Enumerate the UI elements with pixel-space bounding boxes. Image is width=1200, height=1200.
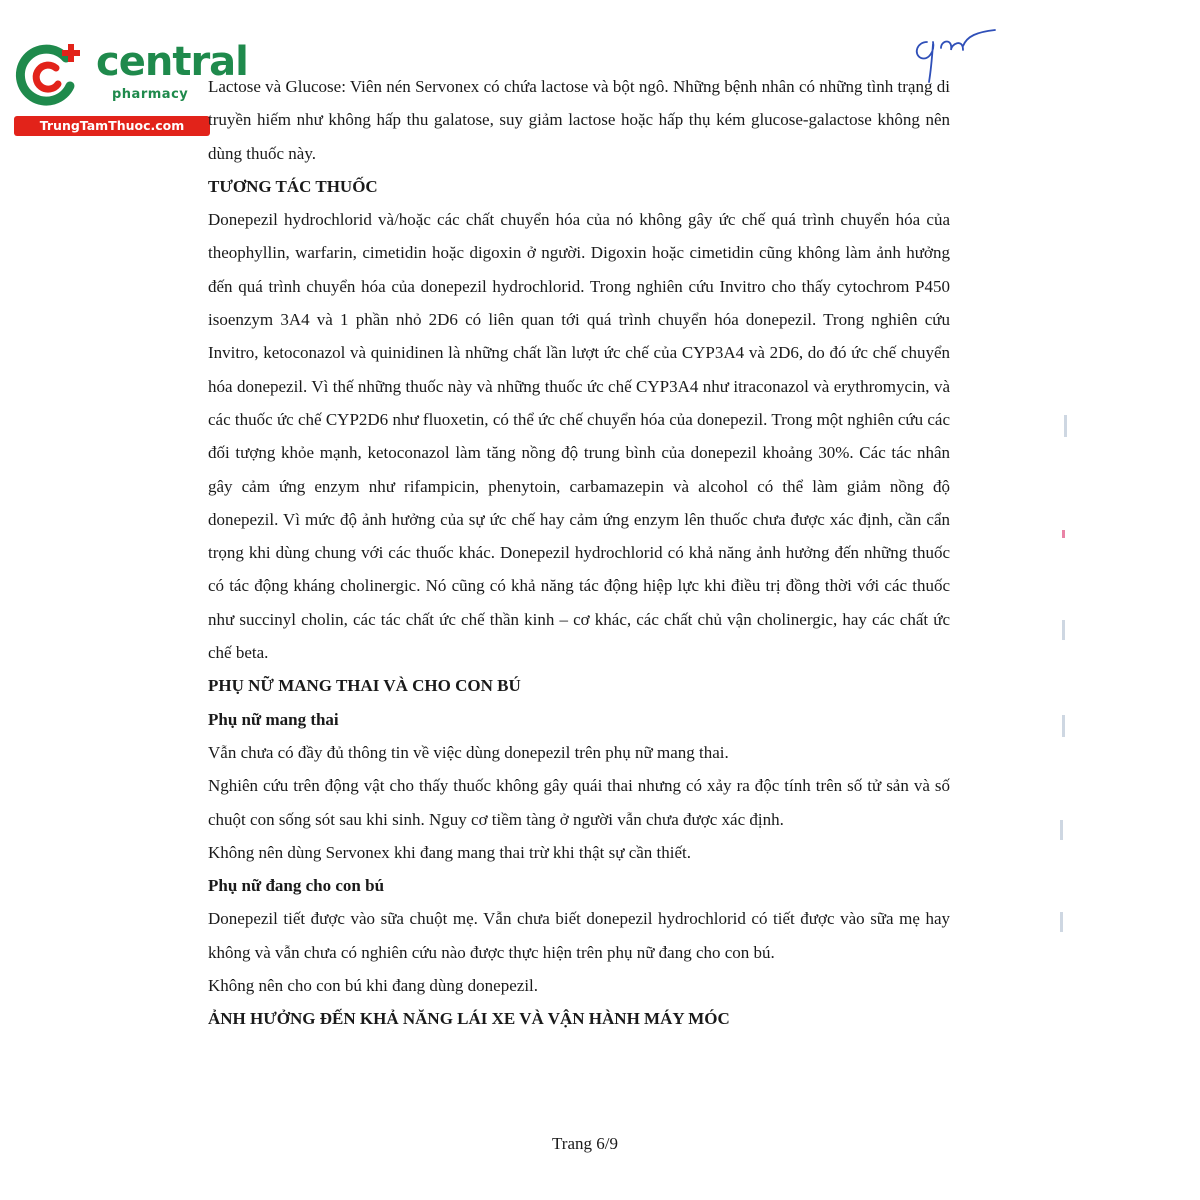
paragraph: Vẫn chưa có đầy đủ thông tin về việc dùng donepezil trên phụ nữ mang thai. bbox=[208, 742, 729, 762]
paragraph: Không nên dùng Servonex khi đang mang thai trừ khi thật sự cần thiết. bbox=[208, 842, 692, 862]
page-number: Trang 6/9 bbox=[552, 1134, 618, 1153]
paragraph: Nghiên cứu trên động vật cho thấy thuốc không gây quái thai nhưng có xảy ra độc tính trên số tử sản và số chuột con sống sót sau khi sinh. Nguy cơ tiềm tàng ở người vẫn chưa được xác định. bbox=[208, 776, 950, 829]
logo-name: central bbox=[96, 39, 248, 85]
logo-subtitle: pharmacy bbox=[112, 87, 189, 102]
section-subheading: Phụ nữ mang thai bbox=[208, 709, 339, 729]
logo-banner: TrungTamThuoc.com bbox=[14, 116, 210, 136]
section-subheading: Phụ nữ đang cho con bú bbox=[208, 876, 385, 896]
section-heading: ẢNH HƯỞNG ĐẾN KHẢ NĂNG LÁI XE VÀ VẬN HÀNH MÁY MÓC bbox=[208, 1009, 730, 1029]
paragraph: Donepezil hydrochlorid và/hoặc các chất chuyển hóa của nó không gây ức chế quá trình chuyển hóa của theophyllin, warfarin, cimetidin hoặc digoxin ở người. Digoxin hoặc cimetidin cũng không làm ảnh hưởng đến quá trình chuyển hóa của donepezil hydrochlorid. Trong nghiên cứu Invitro cho thấy cytochrom P450 isoenzym 3A4 và 1 phần nhỏ 2D6 có liên quan tới quá trình chuyển hóa donepezil. Trong nghiên cứu Invitro, ketoconazol và quinidinen là những chất lần lượt ức chế của CYP3A4 và 2D6, do đó ức chế chuyển hóa donepezil. Vì thế những thuốc này và những thuốc ức chế CYP3A4 như itraconazol và erythromycin, và các thuốc ức chế CYP2D6 như fluoxetin, có thể ức chế chuyển hóa của donepezil. Trong một nghiên cứu các đối tượng khỏe mạnh, ketoconazol làm tăng nồng độ trung bình của donepezil khoảng 30%. Các tác nhân gây cảm ứng enzym như rifampicin, phenytoin, carbamazepin và alcohol có thể làm giảm nồng độ donepezil. Vì mức độ ảnh hưởng của sự ức chế hay cảm ứng enzym lên thuốc chưa được xác định, cần cẩn trọng khi dùng chung với các thuốc khác. Donepezil hydrochlorid có khả năng ảnh hưởng đến những thuốc có tác động kháng cholinergic. Nó cũng có khả năng tác động hiệp lực khi điều trị đồng thời với các thuốc như succinyl cholin, các tác chất ức chế thần kinh – cơ khác, các chất chủ vận cholinergic, hay các chất ức chế beta. bbox=[208, 210, 950, 663]
paragraph: Donepezil tiết được vào sữa chuột mẹ. Vẫn chưa biết donepezil hydrochlorid có tiết được vào sữa mẹ hay không và vẫn chưa có nghiên cứu nào được thực hiện trên phụ nữ đang cho con bú. bbox=[208, 909, 950, 962]
document-body bbox=[208, 70, 950, 1036]
section-heading: TƯƠNG TÁC THUỐC bbox=[208, 176, 378, 196]
central-pharmacy-logo bbox=[8, 34, 248, 134]
section-heading: PHỤ NỮ MANG THAI VÀ CHO CON BÚ bbox=[208, 676, 521, 696]
central-pharmacy-logo-icon bbox=[12, 38, 88, 114]
paragraph: Lactose và Glucose: Viên nén Servonex có chứa lactose và bột ngô. Những bệnh nhân có những tình trạng di truyền hiếm như không hấp thu galatose, suy giảm lactose hoặc hấp thụ kém glucose-galactose không nên dùng thuốc này. bbox=[208, 77, 950, 163]
paragraph: Không nên cho con bú khi đang dùng donepezil. bbox=[208, 976, 539, 996]
